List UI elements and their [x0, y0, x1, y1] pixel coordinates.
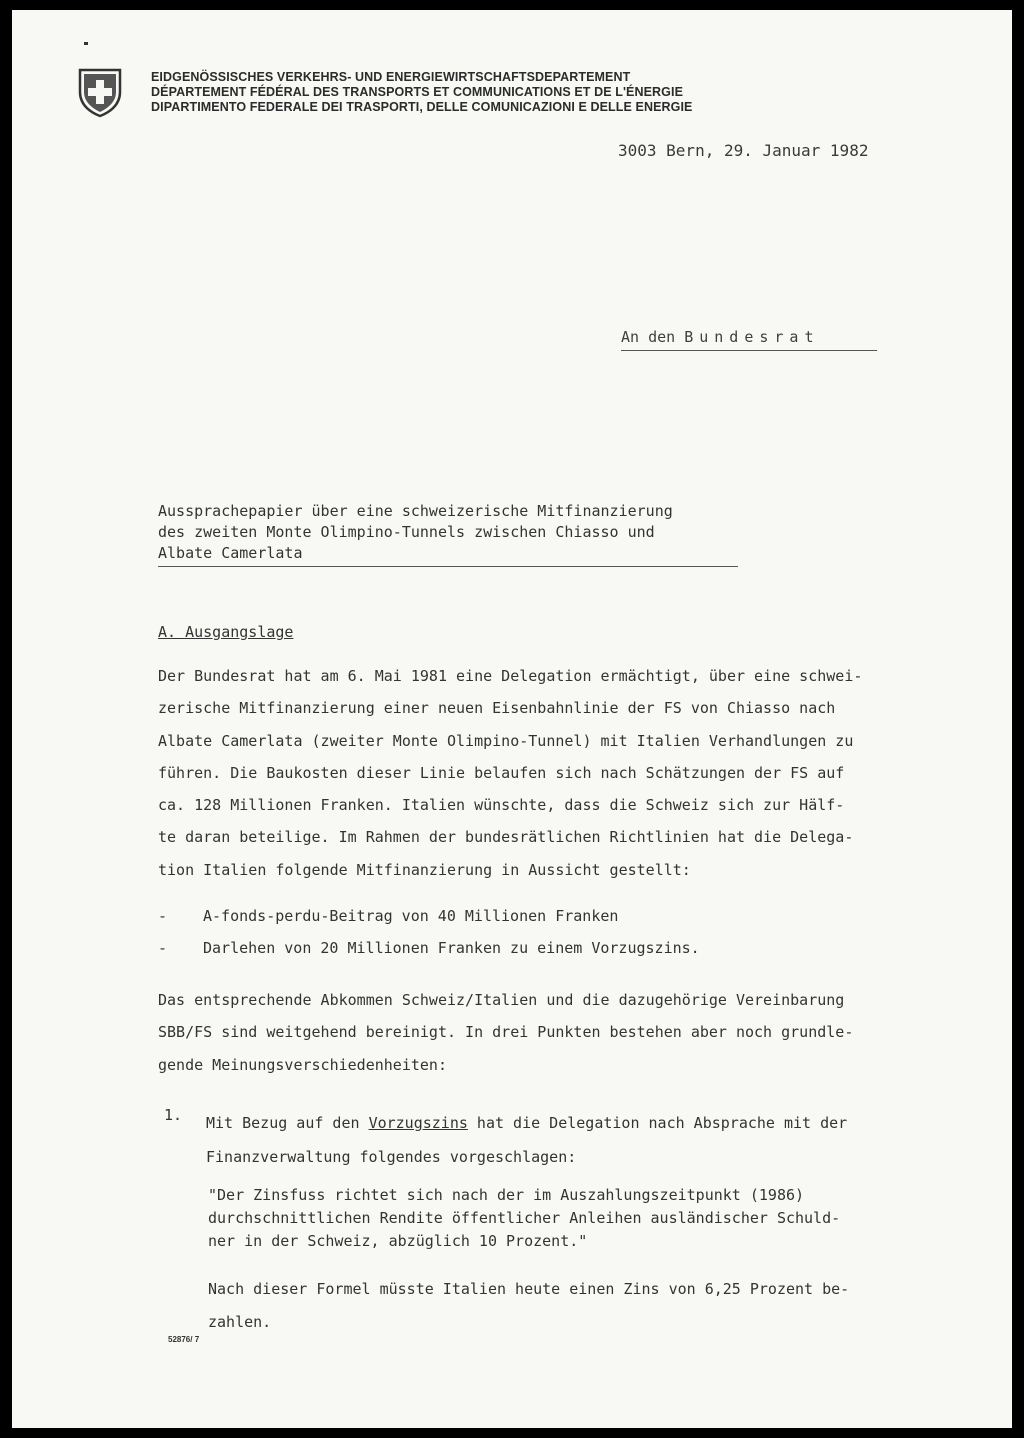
department-name: [151, 70, 851, 115]
text-segment: Mit Bezug auf den: [206, 1114, 369, 1132]
paragraph-interest: [208, 1273, 948, 1339]
addressee-prefix: An den: [621, 328, 676, 346]
date-line: 3003 Bern, 29. Januar 1982: [618, 141, 869, 160]
addressee-name: Bundesrat: [684, 328, 820, 346]
addressee: [621, 328, 877, 351]
text-line: Das entsprechende Abkommen Schweiz/Italien und die dazugehörige Vereinbarung: [158, 991, 845, 1009]
text-line: durchschnittlichen Rendite öffentlicher Anleihen ausländischer Schuld-: [208, 1209, 841, 1227]
department-name-de: EIDGENÖSSISCHES VERKEHRS- UND ENERGIEWIRTSCHAFTSDEPARTEMENT: [151, 70, 631, 84]
footer-code: 52876/ 7: [168, 1335, 200, 1344]
text-line: zerische Mitfinanzierung einer neuen Eisenbahnlinie der FS von Chiasso nach: [158, 699, 836, 718]
text-line: tion Italien folgende Mitfinanzierung in Aussicht gestellt:: [158, 860, 691, 879]
text-line: Nach dieser Formel müsste Italien heute einen Zins von 6,25 Prozent be-: [208, 1280, 850, 1298]
text-line: SBB/FS sind weitgehend bereinigt. In drei Punkten bestehen aber noch grundle-: [158, 1023, 854, 1042]
subject-heading: [158, 501, 738, 567]
document-page: [12, 10, 1012, 1428]
point-number: 1.: [164, 1106, 183, 1124]
text-segment: hat die Delegation nach Absprache mit der: [467, 1114, 848, 1132]
text-line: [206, 1106, 847, 1140]
department-name-fr: DÉPARTEMENT FÉDÉRAL DES TRANSPORTS ET COMMUNICATIONS ET DE L'ÉNERGIE: [151, 85, 684, 99]
subject-line: Albate Camerlata: [158, 544, 303, 562]
text-line: Albate Camerlata (zweiter Monte Olimpino-Tunnel) mit Italien Verhandlungen zu: [158, 731, 854, 750]
section-heading: A. Ausgangslage: [158, 623, 294, 641]
list-item: [158, 900, 918, 932]
paragraph-agreement: [158, 984, 948, 1081]
swiss-crest-icon: [78, 68, 122, 118]
bullet-text: Darlehen von 20 Millionen Franken zu einem Vorzugszins.: [203, 939, 700, 957]
bullet-text: A-fonds-perdu-Beitrag von 40 Millionen Franken: [203, 907, 619, 925]
stray-mark: [84, 42, 88, 45]
text-line: ca. 128 Millionen Franken. Italien wünschte, dass die Schweiz sich zur Hälf-: [158, 796, 845, 815]
point-text: [206, 1106, 847, 1174]
bullet-marker: -: [158, 939, 168, 957]
text-line: "Der Zinsfuss richtet sich nach der im Auszahlungszeitpunkt (1986): [208, 1186, 805, 1204]
bullet-list: [158, 900, 918, 964]
text-line: Finanzverwaltung folgendes vorgeschlagen:: [206, 1148, 577, 1166]
subject-line: des zweiten Monte Olimpino-Tunnels zwischen Chiasso und: [158, 523, 655, 541]
bullet-marker: -: [158, 907, 168, 925]
list-item: [158, 932, 918, 964]
quoted-formula: [208, 1184, 948, 1253]
text-line: gende Meinungsverschiedenheiten:: [158, 1055, 447, 1074]
department-name-it: DIPARTIMENTO FEDERALE DEI TRASPORTI, DELLE COMUNICAZIONI E DELLE ENERGIE: [151, 100, 693, 114]
text-line: ner in der Schweiz, abzüglich 10 Prozent.": [208, 1232, 588, 1250]
paragraph-intro: [158, 660, 948, 886]
text-line: führen. Die Baukosten dieser Linie belaufen sich nach Schätzungen der FS auf: [158, 763, 845, 782]
text-line: Der Bundesrat hat am 6. Mai 1981 eine Delegation ermächtigt, über eine schwei-: [158, 667, 863, 685]
subject-line: Aussprachepapier über eine schweizerische Mitfinanzierung: [158, 502, 673, 520]
text-line: zahlen.: [208, 1313, 272, 1331]
text-line: te daran beteilige. Im Rahmen der bundesrätlichen Richtlinien hat die Delega-: [158, 828, 854, 847]
underlined-term: Vorzugszins: [368, 1114, 468, 1132]
